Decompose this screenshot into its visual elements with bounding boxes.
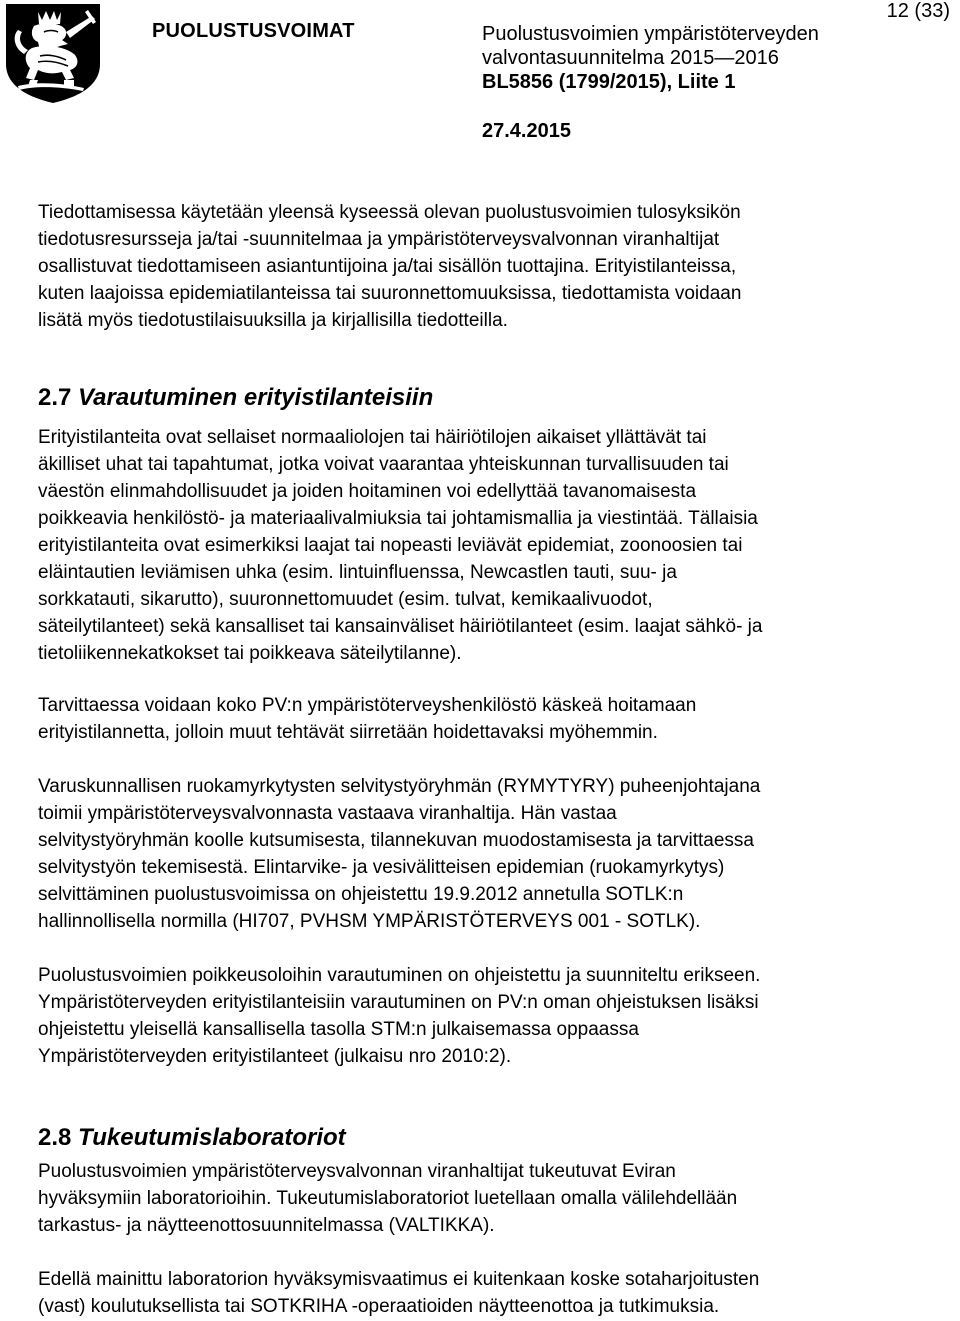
- section-number: 2.7: [38, 384, 72, 411]
- text-line: lisätä myös tiedotustilaisuuksilla ja kirjallisilla tiedotteilla.: [38, 310, 508, 331]
- page-number: 12 (33): [886, 0, 950, 22]
- text-line: erityistilanteita ovat esimerkiksi laajat tai nopeasti leviävät epidemiat, zoonoosien tai: [38, 535, 743, 556]
- text-line: hyväksymiin laboratorioihin. Tukeutumislaboratoriot luetellaan omalla välilehdellään: [38, 1188, 738, 1209]
- section-2-8-paragraph-2: [38, 1266, 948, 1320]
- section-number: 2.8: [38, 1124, 72, 1151]
- text-line: Puolustusvoimien poikkeusoloihin varautuminen on ohjeistettu ja suunniteltu erikseen.: [38, 965, 761, 986]
- document-reference: BL5856 (1799/2015), Liite 1: [482, 71, 736, 93]
- text-line: Edellä mainittu laboratorion hyväksymisvaatimus ei kuitenkaan koske sotaharjoitusten: [38, 1269, 760, 1290]
- text-line: äkilliset uhat tai tapahtumat, jotka voivat vaarantaa yhteiskunnan turvallisuuden tai: [38, 454, 729, 475]
- text-line: selvitystyöryhmän koolle kutsumisesta, tilannekuvan muodostamisesta ja tarvittaessa: [38, 830, 754, 851]
- section-title: Tukeutumislaboratoriot: [78, 1124, 346, 1151]
- section-2-7-paragraph-3: [38, 773, 948, 935]
- section-heading-2-8: [38, 1124, 346, 1152]
- section-heading-2-7: [38, 384, 433, 412]
- text-line: säteilytilanteet) sekä kansalliset tai kansainväliset häiriötilanteet (esim. laajat sähkö- ja: [38, 616, 763, 637]
- text-line: Ympäristöterveyden erityistilanteet (julkaisu nro 2010:2).: [38, 1046, 512, 1067]
- text-line: (vast) koulutuksellista tai SOTKRIHA -operaatioiden näytteenottoa ja tutkimuksia.: [38, 1296, 720, 1317]
- section-title: Varautuminen erityistilanteisiin: [78, 384, 434, 411]
- lion-emblem-logo: [4, 2, 102, 104]
- text-line: tietoliikennekatkokset tai poikkeava säteilytilanne).: [38, 643, 462, 664]
- document-title: [482, 22, 819, 94]
- text-line: Erityistilanteita ovat sellaiset normaaliolojen tai häiriötilojen aikaiset yllättävät tai: [38, 427, 707, 448]
- document-title-line1: Puolustusvoimien ympäristöterveyden: [482, 23, 819, 45]
- text-line: kuten laajoissa epidemiatilanteissa tai suuronnettomuuksissa, tiedottamista voidaan: [38, 283, 742, 304]
- text-line: Tarvittaessa voidaan koko PV:n ympäristöterveyshenkilöstö käskeä hoitamaan: [38, 695, 697, 716]
- text-line: poikkeavia henkilöstö- ja materiaalivalmiuksia tai johtamismallia ja viestintää. Tällaisia: [38, 508, 758, 529]
- lion-emblem-icon: [4, 2, 102, 104]
- text-line: Puolustusvoimien ympäristöterveysvalvonnan viranhaltijat tukeutuvat Eviran: [38, 1161, 676, 1182]
- text-line: Ympäristöterveyden erityistilanteisiin varautuminen on PV:n oman ohjeistuksen lisäksi: [38, 992, 759, 1013]
- text-line: tiedotusresursseja ja/tai -suunnitelmaa ja ympäristöterveysvalvonnan viranhaltijat: [38, 229, 720, 250]
- document-date: 27.4.2015: [482, 120, 571, 142]
- section-2-7-paragraph-2: [38, 692, 948, 746]
- organization-name: PUOLUSTUSVOIMAT: [152, 20, 355, 42]
- text-line: toimii ympäristöterveysvalvonnasta vastaava viranhaltija. Hän vastaa: [38, 803, 617, 824]
- intro-paragraph: [38, 199, 948, 334]
- text-line: sorkkatauti, sikarutto), suuronnettomuudet (esim. tulvat, kemikaalivuodot,: [38, 589, 653, 610]
- text-line: osallistuvat tiedottamiseen asiantuntijoina ja/tai sisällön tuottajina. Erityistilanteissa,: [38, 256, 737, 277]
- text-line: väestön elinmahdollisuudet ja joiden hoitaminen voi edellyttää tavanomaisesta: [38, 481, 697, 502]
- text-line: selvitystyön tekemisestä. Elintarvike- ja vesivälitteisen epidemian (ruokamyrkytys): [38, 857, 725, 878]
- text-line: ohjeistettu yleisellä kansallisella tasolla STM:n julkaisemassa oppaassa: [38, 1019, 639, 1040]
- document-title-line2: valvontasuunnitelma 2015—2016: [482, 47, 779, 69]
- section-2-8-paragraph-1: [38, 1158, 948, 1239]
- section-2-7-paragraph-1: [38, 424, 948, 667]
- text-line: Varuskunnallisen ruokamyrkytysten selvitystyöryhmän (RYMYTYRY) puheenjohtajana: [38, 776, 761, 797]
- text-line: hallinnollisella normilla (HI707, PVHSM YMPÄRISTÖTERVEYS 001 - SOTLK).: [38, 911, 701, 932]
- text-line: eläintautien leviämisen uhka (esim. lintuinfluenssa, Newcastlen tauti, suu- ja: [38, 562, 677, 583]
- text-line: selvittäminen puolustusvoimissa on ohjeistettu 19.9.2012 annetulla SOTLK:n: [38, 884, 684, 905]
- text-line: erityistilannetta, jolloin muut tehtävät siirretään hoidettavaksi myöhemmin.: [38, 722, 658, 743]
- section-2-7-paragraph-4: [38, 962, 948, 1070]
- text-line: Tiedottamisessa käytetään yleensä kyseessä olevan puolustusvoimien tulosyksikön: [38, 202, 741, 223]
- text-line: tarkastus- ja näytteenottosuunnitelmassa (VALTIKKA).: [38, 1215, 495, 1236]
